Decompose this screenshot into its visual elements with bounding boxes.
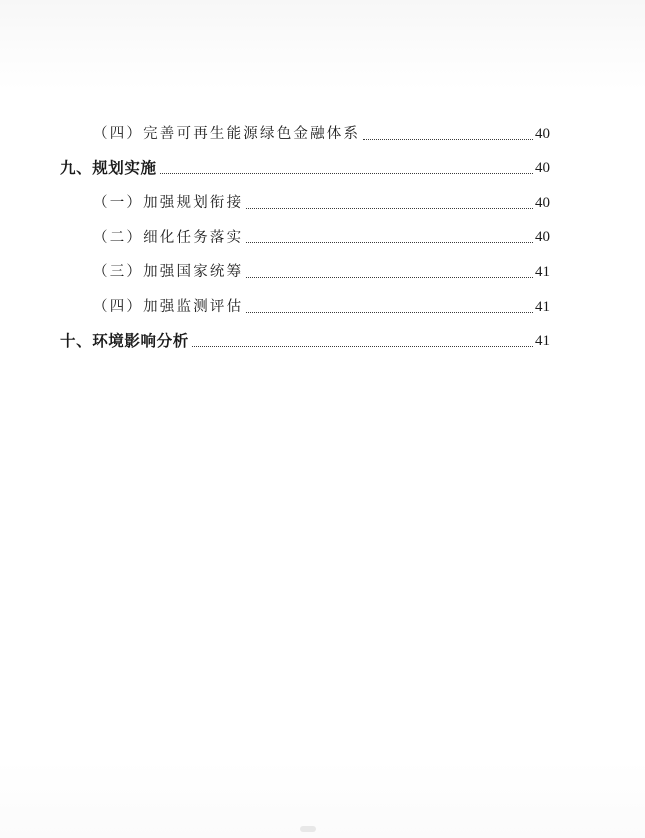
toc-entry-plan-implementation[interactable] [60,149,550,184]
toc-entry-monitoring-evaluation[interactable] [60,287,550,322]
toc-dot-leader [246,241,533,243]
toc-entry-label: （四）加强监测评估 [93,299,244,316]
toc-page-number: 41 [535,298,550,315]
toc-page-number: 41 [535,333,550,350]
toc-page-number: 40 [535,229,550,246]
toc-entry-label: （二）细化任务落实 [93,229,244,246]
toc-page-number: 40 [535,160,550,177]
toc-entry-plan-coordination[interactable] [60,183,550,218]
toc-dot-leader [363,138,533,140]
toc-entry-label: （四）完善可再生能源绿色金融体系 [93,126,361,143]
toc-entry-label: 九、规划实施 [60,158,157,177]
toc-dot-leader [160,172,533,174]
toc-entry-label: （一）加强规划衔接 [93,195,244,212]
toc-dot-leader [246,311,533,313]
toc-page-number: 40 [535,125,550,142]
toc-page-number: 41 [535,263,550,280]
table-of-contents [60,114,550,356]
toc-entry-environmental-impact[interactable] [60,322,550,357]
toc-entry-label: （三）加强国家统筹 [93,264,244,281]
toc-entry-task-implementation[interactable] [60,218,550,253]
toc-dot-leader [246,207,533,209]
toc-dot-leader [246,276,533,278]
toc-entry-national-coordination[interactable] [60,252,550,287]
toc-entry-green-finance[interactable] [60,114,550,149]
toc-page-number: 40 [535,194,550,211]
toc-entry-label: 十、环境影响分析 [60,331,189,350]
toc-dot-leader [192,345,533,347]
page-footer-mark [300,826,316,832]
